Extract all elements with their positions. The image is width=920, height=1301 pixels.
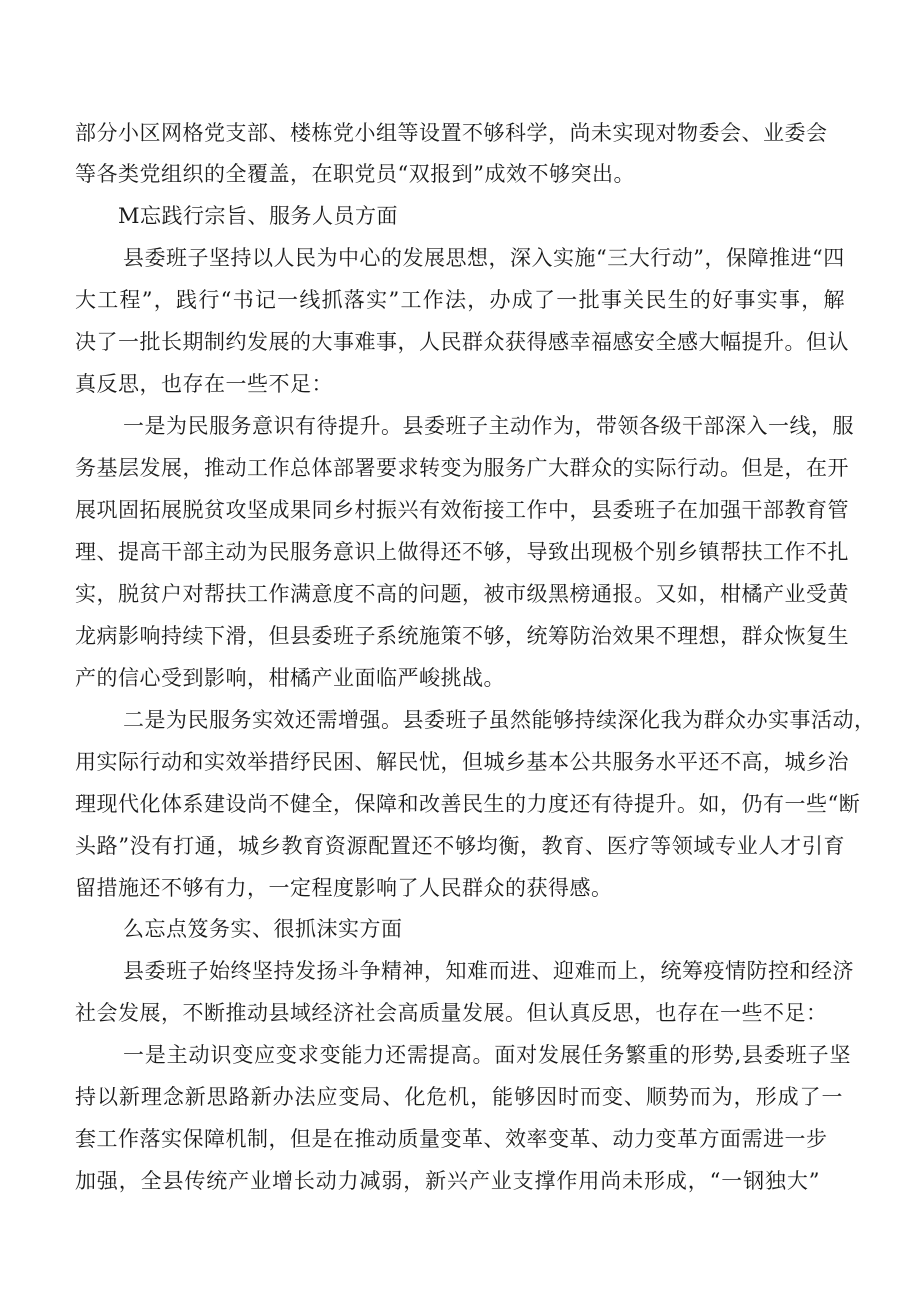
body-text-line: 一是为民服务意识有待提升。县委班子主动作为，带领各级干部深入一线，服 xyxy=(123,414,854,438)
body-text-line: 部分小区网格党支部、楼栋党小组等设置不够科学，尚未实现对物委会、业委会 xyxy=(75,121,828,145)
body-text-line: 龙病影响持续下滑，但县委班子系统施策不够，统筹防治效果不理想，群众恢复生 xyxy=(75,624,849,648)
body-text-line: 头路”没有打通，城乡教育资源配置还不够均衡，教育、医疗等领域专业人才引育 xyxy=(75,834,845,858)
body-text-line: 实，脱贫户对帮扶工作满意度不高的问题，被市级黑榜通报。又如，柑橘产业受黄 xyxy=(75,582,849,606)
body-text-line: 县委班子始终坚持发扬斗争精神，知难而进、迎难而上，统筹疫情防控和经济 xyxy=(123,959,854,983)
body-text-line: 二是为民服务实效还需增强。县委班子虽然能够持续深化我为群众办实事活动， xyxy=(123,708,876,732)
body-text-line: 理、提高干部主动为民服务意识上做得还不够，导致出现极个别乡镇帮扶工作不扎 xyxy=(75,540,849,564)
section-heading: M忘践行宗旨、服务人员方面 xyxy=(118,204,399,228)
body-text-line: 决了一批长期制约发展的大事难事，人民群众获得感幸福感安全感大幅提升。但认 xyxy=(75,330,849,354)
body-text-line: 加强，全县传统产业增长动力减弱，新兴产业支撑作用尚未形成，“一钢独大” xyxy=(75,1169,820,1193)
body-text-line: 用实际行动和实效举措纾民困、解民忧，但城乡基本公共服务水平还不高，城乡治 xyxy=(75,750,849,774)
body-text-line: 一是主动识变应变求变能力还需提高。面对发展任务繁重的形势,县委班子坚 xyxy=(123,1043,851,1067)
body-text-line: 产的信心受到影响，柑橘产业面临严峻挑战。 xyxy=(75,666,505,690)
body-text-line: 理现代化体系建设尚不健全，保障和改善民生的力度还有待提升。如，仍有一些“断 xyxy=(75,792,861,816)
body-text-line: 真反思，也存在一些不足： xyxy=(75,372,333,396)
body-text-line: 展巩固拓展脱贫攻坚成果同乡村振兴有效衔接工作中，县委班子在加强干部教育管 xyxy=(75,498,849,522)
body-text-line: 社会发展，不断推动县域经济社会高质量发展。但认真反思，也存在一些不足： xyxy=(75,1001,828,1025)
body-text-line: 留措施还不够有力，一定程度影响了人民群众的获得感。 xyxy=(75,876,613,900)
body-text-line: 务基层发展，推动工作总体部署要求转变为服务广大群众的实际行动。但是，在开 xyxy=(75,456,849,480)
body-text-line: 大工程”，践行“书记一线抓落实”工作法，办成了一批事关民生的好事实事，解 xyxy=(75,288,845,312)
body-text-line: 等各类党组织的全覆盖，在职党员“双报到”成效不够突出。 xyxy=(75,162,635,186)
section-heading: 么忘点笈务实、很抓沫实方面 xyxy=(123,917,403,941)
body-text-line: 县委班子坚持以人民为中心的发展思想，深入实施“三大行动”，保障推进“四 xyxy=(123,246,845,270)
body-text-line: 持以新理念新思路新办法应变局、化危机，能够因时而变、顺势而为，形成了一 xyxy=(75,1085,843,1109)
body-text-line: 套工作落实保障机制，但是在推动质量变革、效率变革、动力变革方面需进一步 xyxy=(75,1127,828,1151)
